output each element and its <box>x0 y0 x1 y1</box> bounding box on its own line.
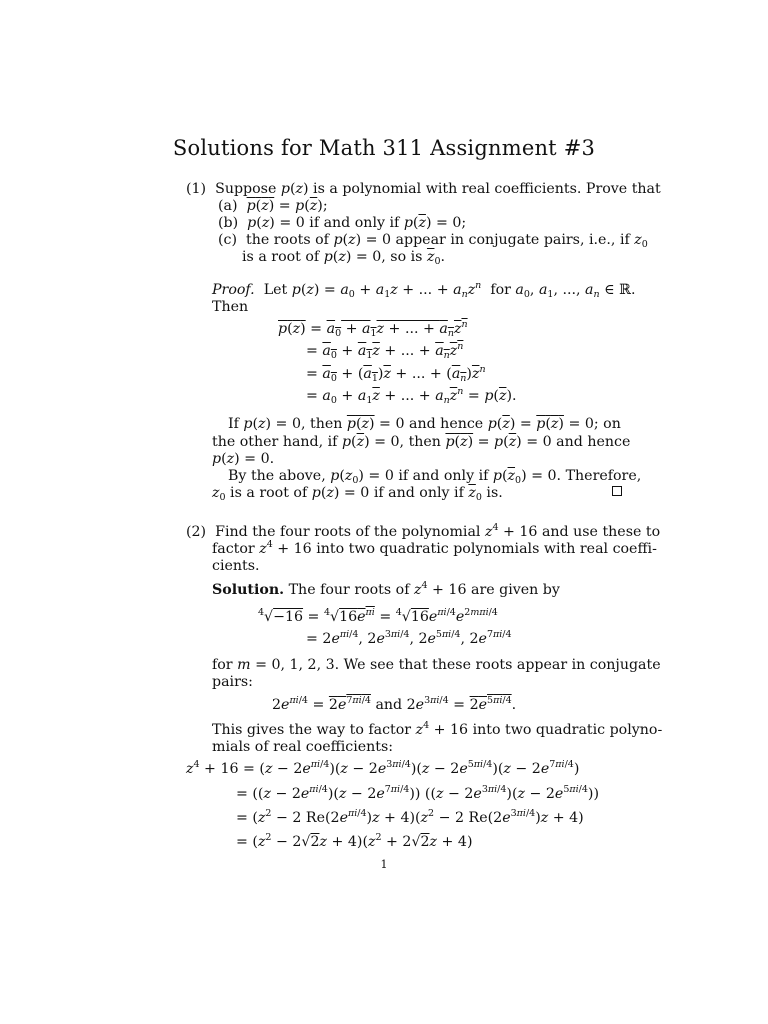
equation-line-2: = $a_0 + a_1z$ + ... + $a_nz^n$ <box>306 341 464 361</box>
factor-equation-1: $z^4 + 16 = (z - 2e^{\pi i/4})(z - 2e^{3\pi i/4})(z - 2e^{5\pi i/4})(z - 2e^{7\pi i/4})$ <box>186 759 580 777</box>
page-number: 1 <box>380 858 388 871</box>
factor-equation-2: = $((z - 2e^{\pi i/4})(z - 2e^{7\pi i/4}))$ $((z - 2e^{3\pi i/4})(z - 2e^{5\pi i/4}))$ <box>236 784 599 802</box>
problem-1-part-c: (c) the roots of p(z) = 0 appear in conjugate pairs, i.e., if $z_0$ <box>218 232 648 250</box>
page-title: Solutions for Math 311 Assignment #3 <box>172 136 596 160</box>
solution-intro: Solution. The four roots of $z^4 + 16$ are given by <box>212 580 560 598</box>
problem-2-statement-b: factor $z^4 + 16$ into two quadratic polynomials with real coeffi- <box>212 539 657 557</box>
problem-2-statement: (2) Find the four roots of the polynomial $z^4 + 16$ and use these to <box>186 522 661 540</box>
problem-1-statement: (1) Suppose p(z) is a polynomial with real coefficients. Prove that <box>186 181 661 197</box>
equation-line-1: $p(z) = a_0 + a_1z$ + ... + $a_nz^n$ <box>278 319 468 339</box>
problem-1-part-c-cont: is a root of p(z) = 0, so is $\overline{z}_0$. <box>242 249 446 267</box>
roots-equation-1: $^4√-16 = ^4√16e^{\pi i} = ^4√16e^{\pi i/4}e^{2m\pi i/4}$ <box>258 607 498 625</box>
qed-square <box>612 486 622 496</box>
equation-line-3: = $a_0 + (a_1)\overline{z}$ + ... + $(a_n)\overline{z}^n$ <box>306 364 486 384</box>
proof-line-1: Proof. Let $p(z) = a_0 + a_1z$ + ... + $a_nz^n$ for $a_0$, $a_1$, ..., $a_n$ ∈ ℝ. <box>212 280 636 300</box>
solution-text-2: pairs: <box>212 674 253 690</box>
problem-1-part-b: (b) p(z) = 0 if and only if $p(\overline{z}) = 0$; <box>218 215 467 231</box>
problem-2-statement-c: cients. <box>212 558 260 574</box>
conjugate-pairs-equation: $2e^{\pi i/4} = 2e^{7\pi i/4}$ and $2e^{3\pi i/4} = 2e^{5\pi i/4}$. <box>272 695 517 713</box>
solution-text-3: This gives the way to factor $z^4 + 16$ into two quadratic polyno- <box>212 720 663 738</box>
solution-text-4: mials of real coefficients: <box>212 739 394 755</box>
proof-line-2: Then <box>212 299 249 315</box>
solution-text-1: for m = 0, 1, 2, 3. We see that these roots appear in conjugate <box>212 657 661 673</box>
roots-equation-2: = $2e^{\pi i/4}$, $2e^{3\pi i/4}$, $2e^{5\pi i/4}$, $2e^{7\pi i/4}$ <box>306 629 512 647</box>
proof-para-1b: the other hand, if $p(\overline{z}) = 0$, then $p(z) = p(\overline{z}) = 0$ and hence <box>212 434 631 450</box>
proof-para-1c: p(z) = 0. <box>212 451 275 467</box>
factor-equation-3: = ($z^2 - 2$ $Re(2e^{\pi i/4})z + 4)(z^2 - 2$ $Re(2e^{3\pi i/4})z + 4$) <box>236 808 584 826</box>
proof-para-2: By the above, $p(z_0) = 0$ if and only if $p(\overline{z}_0) = 0$. Therefore, <box>228 468 642 486</box>
factor-equation-4: = $(z^2 - 2√2z + 4)(z^2 + 2√2z + 4)$ <box>236 832 473 850</box>
equation-line-4: = $a_0 + a_1\overline{z}$ + ... + $a_n\overline{z}^n = p(\overline{z})$. <box>306 386 517 406</box>
proof-para-2b: $z_0$ is a root of p(z) = 0 if and only if $\overline{z}_0$ is. <box>212 485 503 503</box>
problem-1-part-a: (a) $p(z) = p(\overline{z})$; <box>218 198 328 214</box>
proof-para-1: If p(z) = 0, then p(z) = 0 and hence $p(\overline{z}) = p(z) = 0$; on <box>228 416 621 432</box>
